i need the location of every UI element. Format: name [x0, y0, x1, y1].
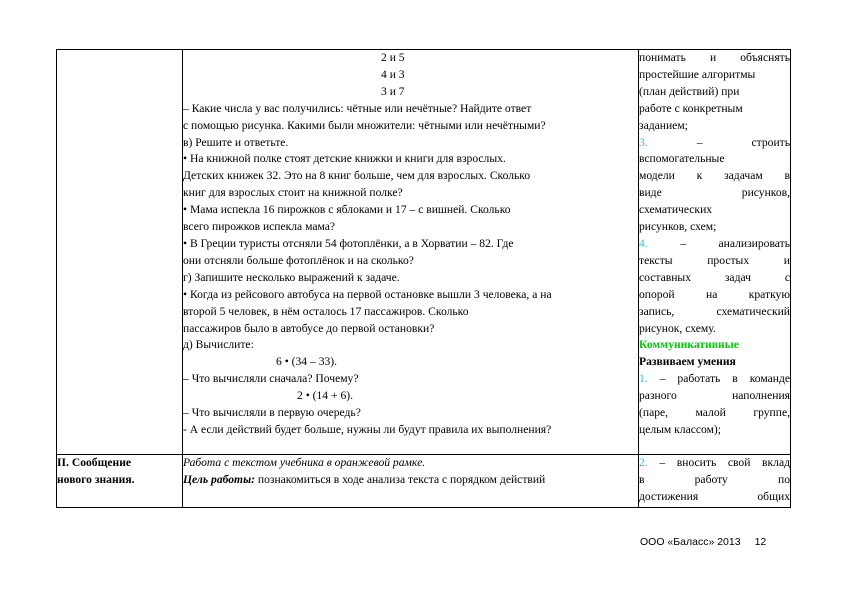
skill-text: – строить [696, 135, 790, 149]
number-pair: 3 и 7 [381, 84, 405, 98]
skill-text: – вносить свой вклад [659, 456, 790, 469]
task-heading: д) Вычислите: [183, 338, 254, 352]
task-heading: г) Запишите несколько выражений к задаче. [183, 270, 400, 284]
stage-title: нового знания. [57, 472, 135, 486]
item-number: 3. [639, 135, 648, 149]
activity-cell [183, 455, 639, 508]
table-row [57, 455, 791, 508]
skill-line: работе с конкретным [639, 101, 743, 115]
skill-line: разного наполнения [639, 389, 790, 403]
skill-text: – анализировать [680, 236, 790, 250]
skill-line: (план действий) при [639, 84, 740, 98]
question-line: – Какие числа у вас получились: чётные или нечётные? Найдите ответ [183, 101, 532, 115]
skill-line: целым классом); [639, 422, 722, 436]
skill-line: опорой на краткую [639, 287, 790, 301]
item-number: 4. [639, 236, 648, 250]
skill-line: запись, схематический [639, 304, 790, 318]
problem-line: • Мама испекла 16 пирожков с яблоками и 17 – с вишней. Сколько [183, 203, 511, 217]
skills-subheading: Развиваем умения [639, 355, 736, 369]
skill-line: достижения общих [639, 489, 790, 503]
task-heading: в) Решите и ответьте. [183, 135, 289, 149]
problem-line: • На книжной полке стоят детские книжки и книги для взрослых. [183, 152, 506, 166]
skill-line: рисунков, схем; [639, 220, 717, 234]
problem-line: Детских книжек 32. Это на 8 книг больше, чем для взрослых. Сколько [183, 169, 531, 183]
item-number: 1. [639, 372, 648, 386]
problem-line: • В Греции туристы отсняли 54 фотоплёнки, а в Хорватии – 82. Где [183, 236, 514, 250]
skill-line: в работу по [639, 472, 790, 486]
skill-line: вспомогательные [639, 152, 725, 166]
goal-label: Цель работы: [183, 472, 255, 486]
skill-line: схематических [639, 203, 713, 217]
item-number: 2. [639, 456, 648, 469]
question-line: – Что вычисляли сначала? Почему? [183, 372, 359, 386]
number-pair: 4 и 3 [381, 67, 405, 81]
problem-line: • Когда из рейсового автобуса на первой остановке вышли 3 человека, а на [183, 287, 552, 301]
stage-cell [57, 455, 183, 508]
table-row [57, 50, 791, 455]
page-footer [640, 536, 790, 548]
publisher-label: ООО «Баласс» 2013 [640, 536, 741, 548]
stage-cell [57, 50, 183, 455]
skill-line: модели к задачам в [639, 169, 790, 183]
skill-line: (паре, малой группе, [639, 406, 790, 420]
goal-text: познакомиться в ходе анализа текста с порядком действий [254, 472, 546, 486]
question-line: с помощью рисунка. Какими были множители: чётными или нечётными? [183, 118, 546, 132]
stage-title: II. Сообщение [57, 456, 132, 469]
problem-line: пассажиров было в автобусе до первой остановки? [183, 321, 435, 335]
goal-line [183, 472, 638, 489]
skill-text: – работать в команде [659, 372, 790, 386]
expression: 2 • (14 + 6). [297, 389, 353, 403]
lesson-plan-table [56, 49, 791, 508]
problem-line: они отсняли больше фотоплёнок и на сколько? [183, 253, 414, 267]
skills-heading: Коммуникативные [639, 338, 739, 352]
skill-line [639, 455, 790, 472]
activity-cell [183, 50, 639, 455]
skill-line: простейшие алгоритмы [639, 67, 756, 81]
skills-cell [639, 455, 791, 508]
problem-line: всего пирожков испекла мама? [183, 220, 336, 234]
question-line: – Что вычисляли в первую очередь? [183, 406, 361, 420]
skill-line [639, 135, 790, 152]
skill-line [639, 371, 790, 388]
problem-line: второй 5 человек, в нём осталось 17 пассажиров. Сколько [183, 304, 469, 318]
skill-line: виде рисунков, [639, 186, 790, 200]
skill-line: составных задач с [639, 270, 790, 284]
skills-cell [639, 50, 791, 455]
skill-line: тексты простых и [639, 253, 790, 267]
expression: 6 • (34 – 33). [276, 355, 338, 369]
skill-line: заданием; [639, 118, 688, 132]
skill-line: рисунок, схему. [639, 321, 716, 335]
activity-title: Работа с текстом учебника в оранжевой рамке. [183, 456, 426, 469]
skill-line [639, 236, 790, 253]
problem-line: книг для взрослых стоит на книжной полке? [183, 186, 403, 200]
skill-line: понимать и объяснять [639, 51, 790, 64]
number-pair: 2 и 5 [381, 51, 405, 64]
question-line: - А если действий будет больше, нужны ли будут правила их выполнения? [183, 422, 552, 436]
page-number: 12 [754, 536, 767, 548]
